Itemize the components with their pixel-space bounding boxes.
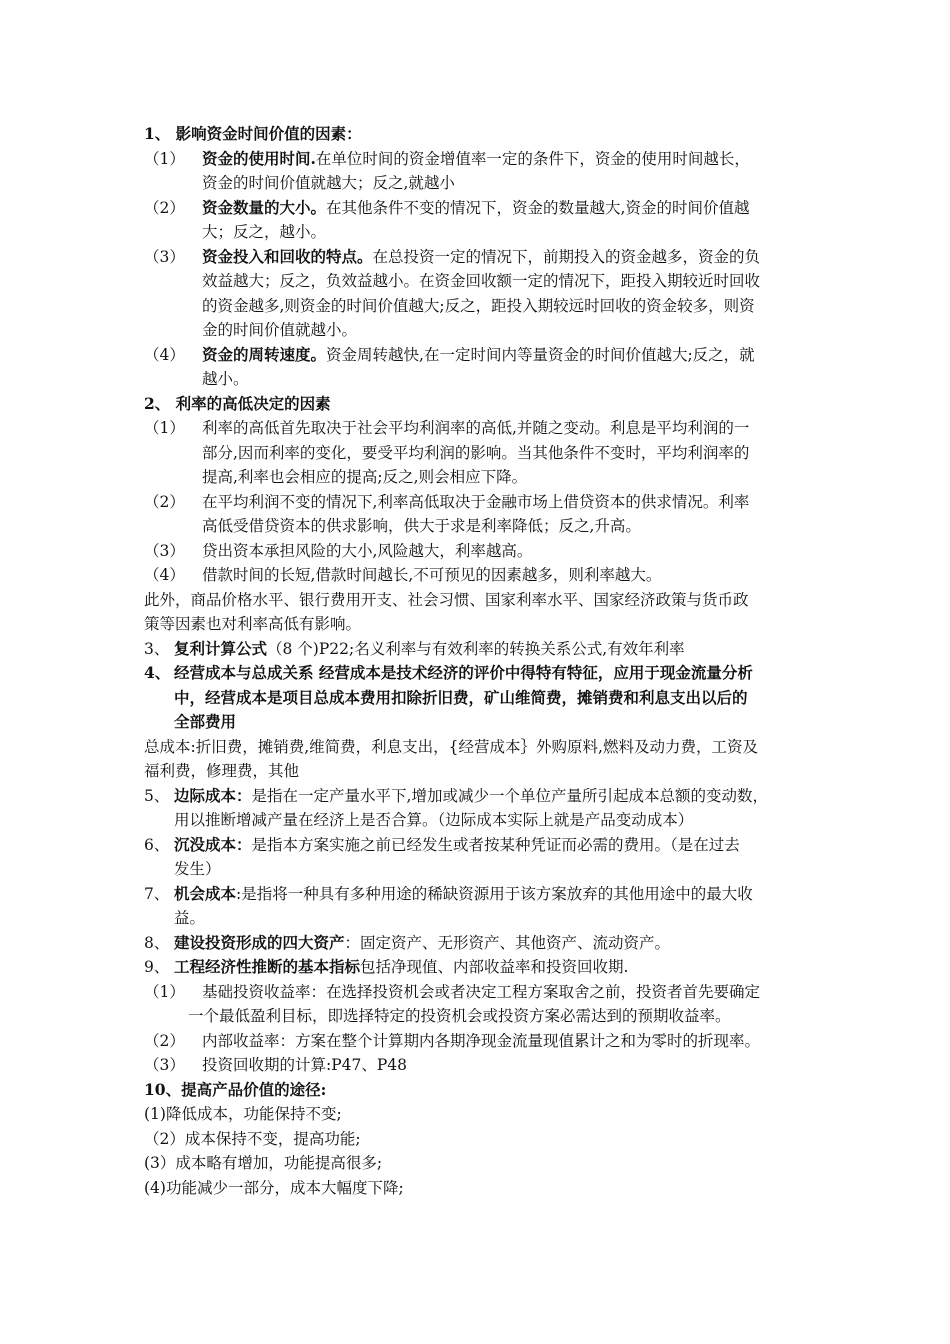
- s10-item-3: (3）成本略有增加，功能提高很多;: [144, 1154, 383, 1172]
- section-2-title: 2、 利率的高低决定的因素: [144, 393, 331, 413]
- s1-item-3: （3） 资金投入和回收的特点。在总投资一定的情况下，前期投入的资金越多，资金的负: [144, 246, 761, 266]
- section-6: 6、 沉没成本：是指本方案实施之前已经发生或者按某种凭证而必需的费用。（是在过去: [144, 834, 740, 854]
- s9-item-2: （2） 内部收益率：方案在整个计算期内各期净现金流量现值累计之和为零时的折现率。: [144, 1031, 761, 1050]
- section-6-cont: 发生）: [174, 860, 221, 878]
- s1-item-4: （4） 资金的周转速度。资金周转越快,在一定时间内等量资金的时间价值越大;反之，就: [144, 344, 755, 364]
- s2-note-1: 此外，商品价格水平、银行费用开支、社会习惯、国家利率水平、国家经济政策与货币政: [144, 590, 749, 609]
- s2-item-3: （3） 贷出资本承担风险的大小,风险越大，利率越高。: [144, 541, 533, 560]
- s2-note-2: 策等因素也对利率高低有影响。: [144, 615, 362, 633]
- s2-item-2: （2） 在平均利润不变的情况下,利率高低取决于金融市场上借贷资本的供求情况。利率: [144, 492, 750, 511]
- document-body: [144, 122, 824, 1200]
- section-5-cont: 用以推断增减产量在经济上是否合算。（边际成本实际上就是产品变动成本）: [174, 811, 694, 829]
- section-4-cont-2: 全部费用: [174, 712, 237, 731]
- s2-item-1: （1） 利率的高低首先取决于社会平均利润率的高低,并随之变动。利息是平均利润的一: [144, 419, 750, 437]
- s10-item-4: (4)功能减少一部分，成本大幅度下降;: [144, 1178, 404, 1197]
- section-7-cont: 益。: [174, 909, 206, 927]
- s2-item-2-cont: 高低受借贷资本的供求影响，供大于求是利率降低；反之,升高。: [202, 517, 641, 535]
- section-3: 3、 复利计算公式（8 个)P22;名义利率与有效利率的转换关系公式,有效年利率: [144, 638, 685, 658]
- s1-item-2: （2） 资金数量的大小。在其他条件不变的情况下，资金的数量越大,资金的时间价值越: [144, 197, 750, 217]
- s1-item-4-cont: 越小。: [202, 370, 249, 388]
- s1-item-2-cont: 大；反之，越小。: [202, 223, 327, 241]
- s10-item-1: (1)降低成本，功能保持不变;: [144, 1105, 342, 1123]
- s2-item-1-cont-1: 部分,因而利率的变化，要受平均利润的影响。当其他条件不变时，平均利润率的: [202, 443, 750, 462]
- s1-item-1: （1） 资金的使用时间.在单位时间的资金增值率一定的条件下，资金的使用时间越长，: [144, 148, 750, 168]
- s4-note-1: 总成本:折旧费，摊销费,维简费，利息支出，{经营成本｝外购原料,燃料及动力费，工资及: [144, 737, 758, 756]
- s9-item-3: （3） 投资回收期的计算:P47、P48: [144, 1056, 408, 1074]
- section-5: 5、 边际成本：是指在一定产量水平下,增加或减少一个单位产量所引起成本总额的变动数，: [144, 785, 768, 805]
- s2-item-4: （4） 借款时间的长短,借款时间越长,不可预见的因素越多，则利率越大。: [144, 566, 662, 584]
- section-8: 8、 建设投资形成的四大资产：固定资产、无形资产、其他资产、流动资产。: [144, 932, 671, 952]
- s1-item-3-cont-2: 的资金越多,则资金的时间价值越大;反之，距投入期较远时回收的资金较多，则资: [202, 296, 755, 315]
- s4-note-2: 福利费，修理费，其他: [144, 762, 300, 780]
- section-9: 9、 工程经济性推断的基本指标包括净现值、内部收益率和投资回收期.: [144, 957, 629, 976]
- section-7: 7、 机会成本:是指将一种具有多种用途的稀缺资源用于该方案放弃的其他用途中的最大收: [144, 883, 753, 903]
- s9-item-1-cont: 一个最低盈利目标，即选择特定的投资机会或投资方案必需达到的预期收益率。: [188, 1007, 731, 1025]
- section-10-title: 10、提高产品价值的途径:: [144, 1079, 327, 1099]
- s10-item-2: （2）成本保持不变，提高功能;: [144, 1129, 361, 1148]
- section-4-cont-1: 中，经营成本是项目总成本费用扣除折旧费，矿山维简费，摊销费和利息支出以后的: [174, 687, 748, 707]
- s1-item-3-cont-1: 效益越大；反之，负效益越小。在资金回收额一定的情况下，距投入期较近时回收: [202, 272, 761, 290]
- section-4: 4、 经营成本与总成关系 经营成本是技术经济的评价中得特有特征，应用于现金流量分析: [144, 663, 753, 682]
- s2-item-1-cont-2: 提高,利率也会相应的提高;反之,则会相应下降。: [202, 468, 528, 486]
- section-1-title: 1、 影响资金时间价值的因素：: [144, 124, 362, 143]
- s9-item-1: （1） 基础投资收益率：在选择投资机会或者决定工程方案取舍之前，投资者首先要确定: [144, 982, 761, 1001]
- s1-item-1-cont: 资金的时间价值就越大；反之,就越小: [202, 174, 455, 192]
- s1-item-3-cont-3: 金的时间价值就越小。: [202, 321, 358, 339]
